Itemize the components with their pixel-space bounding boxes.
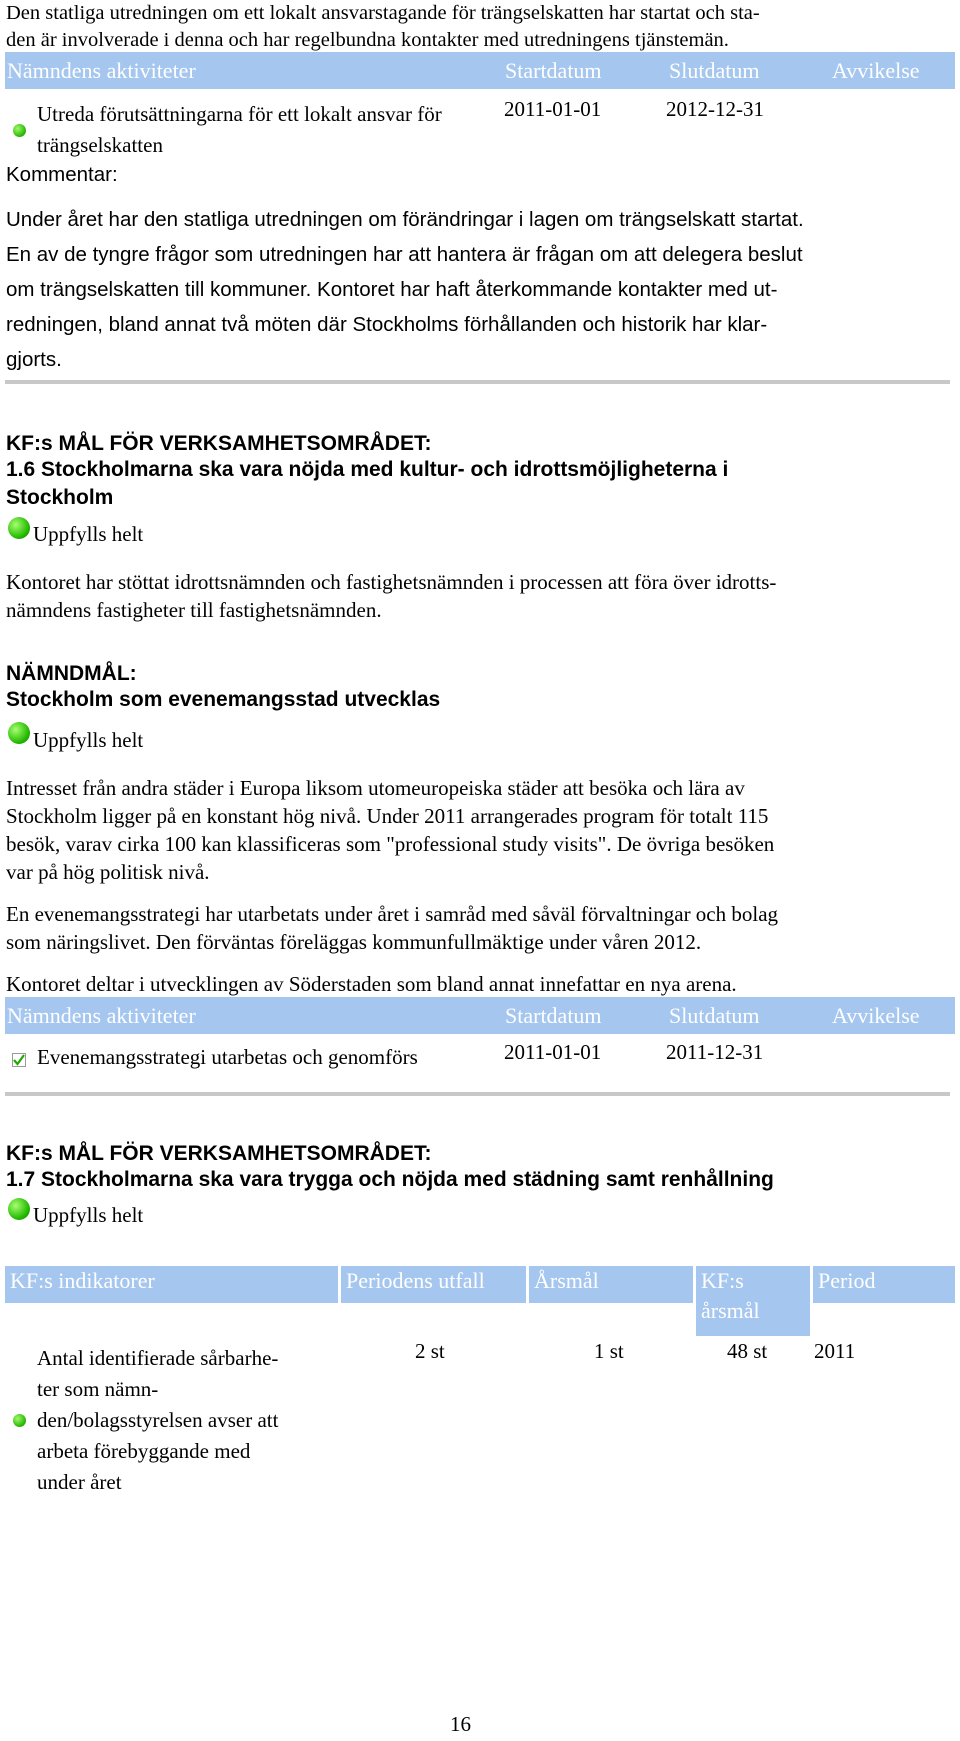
col-end: Slutdatum: [669, 1003, 760, 1028]
goal-title: [6, 456, 956, 512]
checkmark-icon: [12, 1053, 26, 1067]
para-line: En evenemangsstrategi har utarbetats under året i samråd med såväl förvaltningar och bolag: [6, 902, 779, 926]
activity-name: Utreda förutsättningarna för ett lokalt ansvar för trängselskatten: [37, 102, 442, 157]
activities-table-header: [5, 997, 955, 1034]
col-deviation: Avvikelse: [832, 58, 920, 83]
goal-text-line: Kontoret har stöttat idrottsnämnden och fastighetsnämnden i processen att föra över idrotts-: [6, 570, 777, 594]
board-goal-para: [6, 900, 956, 956]
col-year-target: [529, 1266, 693, 1303]
board-goal-para: [6, 774, 956, 886]
para-line: Kontoret deltar i utvecklingen av Söderstaden som bland annat innefattar en nya arena.: [6, 972, 737, 996]
para-line: Intresset från andra städer i Europa liksom utomeuropeiska städer att besöka och lära av: [6, 776, 745, 800]
goal-title-line: Stockholm: [6, 486, 114, 509]
comment-line: om trängselskatten till kommuner. Kontoret har haft återkommande kontakter med ut-: [6, 278, 778, 301]
status-text: Uppfylls helt: [33, 1203, 144, 1227]
comment-label: Kommentar:: [6, 163, 118, 186]
indicator-name: [37, 1343, 337, 1498]
green-dot-icon: [13, 1414, 26, 1427]
board-goal-title: Stockholm som evenemangsstad utvecklas: [6, 688, 441, 711]
col-period-label: Period: [818, 1268, 876, 1293]
col-period-outcome-label: Periodens utfall: [346, 1268, 485, 1293]
indicator-kf-year-target: 48 st: [727, 1339, 768, 1363]
goal-text-line: nämndens fastigheter till fastighetsnämnden.: [6, 598, 382, 622]
indicator-year-target: 1 st: [594, 1339, 624, 1363]
indicator-outcome: 2 st: [415, 1339, 445, 1363]
fulfilled-status-icon: [8, 1198, 30, 1220]
section-divider: [5, 1092, 950, 1096]
activity-name: Evenemangsstrategi utarbetas och genomförs: [37, 1045, 418, 1069]
col-start: Startdatum: [505, 58, 602, 83]
comment-line: En av de tyngre frågor som utredningen har att hantera är frågan om att delegera beslut: [6, 243, 803, 266]
board-goal-kicker: NÄMNDMÅL:: [6, 662, 137, 685]
intro-line: den är involverade i denna och har regelbundna kontakter med utredningens tjänstemän.: [6, 29, 729, 51]
col-indicators-label: KF:s indikatorer: [10, 1268, 155, 1293]
col-period: [813, 1266, 955, 1303]
col-indicators: [5, 1266, 338, 1303]
col-end: Slutdatum: [669, 58, 760, 83]
indicator-name-line: ter som nämn-: [37, 1377, 159, 1401]
indicator-period: 2011: [814, 1339, 856, 1363]
goal-title: 1.7 Stockholmarna ska vara trygga och nöjda med städning samt renhållning: [6, 1168, 774, 1191]
col-activities: Nämndens aktiviteter: [7, 1003, 196, 1028]
activity-start-date: 2011-01-01: [504, 97, 602, 121]
page-number: 16: [450, 1712, 471, 1736]
intro-line: Den statliga utredningen om ett lokalt ansvarstagande för trängselskatten har startat och sta-: [6, 2, 760, 24]
section-divider: [5, 380, 950, 384]
comment-text: [6, 202, 956, 377]
para-line: som näringslivet. Den förväntas föreläggas kommunfullmäktige under våren 2012.: [6, 930, 702, 954]
status-text: Uppfylls helt: [33, 522, 144, 546]
status-text: Uppfylls helt: [33, 728, 144, 752]
indicator-name-line: Antal identifierade sårbarhe-: [37, 1346, 279, 1370]
indicator-name-line: den/bolagsstyrelsen avser att: [37, 1408, 279, 1432]
para-line: besök, varav cirka 100 kan klassificeras som "professional study visits". De övriga besöken: [6, 832, 775, 856]
green-dot-icon: [13, 124, 26, 137]
col-period-outcome: [341, 1266, 526, 1303]
activity-end-date: 2011-12-31: [666, 1040, 764, 1064]
indicator-name-line: arbeta förebyggande med: [37, 1439, 251, 1463]
col-kf-year-target: [696, 1266, 810, 1336]
para-line: var på hög politisk nivå.: [6, 860, 210, 884]
comment-line: Under året har den statliga utredningen om förändringar i lagen om trängselskatt startat.: [6, 208, 804, 231]
fulfilled-status-icon: [8, 722, 30, 744]
comment-line: gjorts.: [6, 348, 62, 371]
indicator-name-line: under året: [37, 1470, 122, 1494]
para-line: Stockholm ligger på en konstant hög nivå. Under 2011 arrangerades program för totalt 115: [6, 804, 769, 828]
col-kf-year-target-label: KF:s: [701, 1268, 744, 1293]
goal-text: [6, 568, 956, 624]
col-year-target-label: Årsmål: [534, 1268, 599, 1293]
intro-paragraph: [6, 0, 760, 54]
activities-table-header: [5, 52, 955, 89]
goal-kicker: KF:s MÅL FÖR VERKSAMHETSOMRÅDET:: [6, 1142, 432, 1165]
board-goal-para: [6, 970, 956, 998]
col-deviation: Avvikelse: [832, 1003, 920, 1028]
goal-kicker: KF:s MÅL FÖR VERKSAMHETSOMRÅDET:: [6, 432, 432, 455]
activity-start-date: 2011-01-01: [504, 1040, 602, 1064]
col-activities: Nämndens aktiviteter: [7, 58, 196, 83]
col-kf-year-target-label: årsmål: [701, 1298, 760, 1323]
goal-title-line: 1.6 Stockholmarna ska vara nöjda med kultur- och idrottsmöjligheterna i: [6, 458, 729, 481]
activity-end-date: 2012-12-31: [666, 97, 764, 121]
indicators-table-header: [0, 1266, 960, 1336]
comment-line: redningen, bland annat två möten där Stockholms förhållanden och historik har klar-: [6, 313, 768, 336]
col-start: Startdatum: [505, 1003, 602, 1028]
fulfilled-status-icon: [8, 517, 30, 539]
